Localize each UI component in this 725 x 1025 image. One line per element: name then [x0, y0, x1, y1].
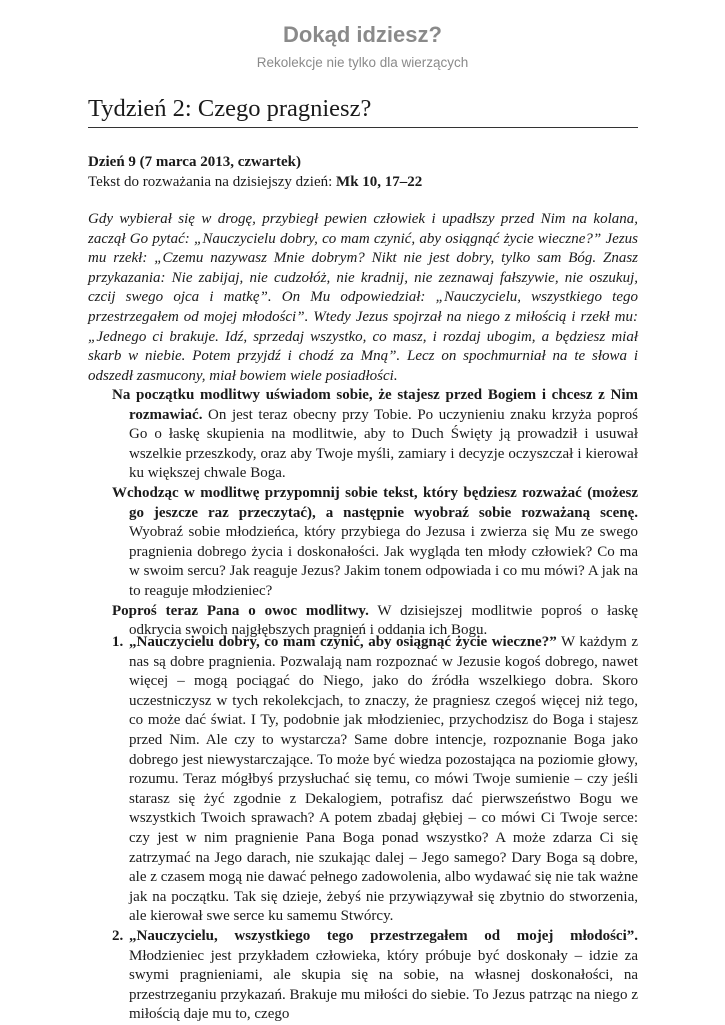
day-heading: Dzień 9 (7 marca 2013, czwartek) — [88, 154, 301, 170]
scripture-passage: Gdy wybierał się w drogę, przybiegł pewien człowiek i upadłszy przed Nim na kolana, zaczął Go pytać: „Nauczycielu dobry, co mam czynić, aby osiągnąć życie wieczne?” Jezus mu rzekł: „Czemu nazywasz Mnie dobrym? Nikt nie jest dobry, tylko sam Bóg. Znasz przykazania: Nie zabijaj, nie cudzołóż, nie kradnij, nie zeznawaj fałszywie, nie oszukuj, czcij swego ojca i matkę”. On Mu odpowiedział: „Nauczycielu, wszystkiego tego przestrzegałem od mojej młodości”. Wtedy Jezus spojrzał na niego z miłością i rzekł mu: „Jednego ci brakuje. Idź, sprzedaj wszystko, co masz, i rozdaj ubogim, a będziesz miał skarb w niebie. Potem przyjdź i chodź za Mną”. Lecz on spochmurniał na te słowa i odszedł zasmucony, miał bowiem wiele posiadłości. — [88, 211, 638, 384]
intro-lead: Poproś teraz Pana o owoc modlitwy. — [112, 602, 369, 619]
point-lead: „Nauczycielu dobry, co mam czynić, aby osiągnąć życie wieczne?” — [129, 634, 557, 650]
day-text-reference: Mk 10, 17–22 — [336, 173, 423, 190]
intro-body: Wyobraź sobie młodzieńca, który przybiega do Jezusa i zwierza się Mu ze swego pragnienia dobrego życia i doskonałości. Jak wygląda ten młody człowiek? Co ma w swoim sercu? Jak reaguje Jezus? Jakim tonem odpowiada i co mu mówi? A jak na to reaguje młodzieniec? — [129, 524, 638, 599]
retreat-subtitle: Rekolekcje nie tylko dla wierzących — [256, 55, 469, 70]
list-item — [112, 633, 638, 927]
week-title: Tydzień 2: Czego pragniesz? — [88, 95, 638, 128]
retreat-title: Dokąd idziesz? — [283, 22, 442, 47]
point-body: W każdym z nas są dobre pragnienia. Pozwalają nam rozpoznać w Jezusie kogoś dobrego, nawet więcej – mogą pociągać do Niego, jako do źródła wszelkiego dobra. Skoro uczestniczysz w tych rekolekcjach, to znaczy, że pragniesz czegoś więcej niż tego, co może dać świat. I Ty, podobnie jak młodzieniec, przychodzisz do Boga i stajesz przed Nim. Ale czy to wystarcza? Same dobre intencje, rozpoznanie Boga jako dobrego jest niewystarczające. To może być wiedza pozostająca na poziomie głowy, rozumu. Teraz mógłbyś przysłuchać się temu, co mówi Twoje sumienie – czy jeśli starasz się żyć zgodnie z Dekalogiem, potrafisz dać pierwszeństwo Bogu we wszystkich Twoich sprawach? A potem zbadaj głębiej – co mówi Ci Twoje serce: czy jest w nim pragnienie Pana Boga ponad wszystko? A może zdarza Ci się zatrzymać na Jego darach, nie szukając dalej – Jego samego? Dary Boga są dobre, ale z czasem mogą nie dawać pełnego zadowolenia, albo wydawać się nie tak ważne jak na początku. Tak się dzieje, żebyś nie przywiązywał się zbytnio do stworzenia, ale kierował swe serce ku samemu Stwórcy. — [129, 634, 638, 925]
day-text-prefix: Tekst do rozważania na dzisiejszy dzień: — [88, 173, 337, 190]
intro-paragraph — [112, 484, 638, 602]
intro-lead: Wchodząc w modlitwę przypomnij sobie tekst, który będziesz rozważać (możesz go jeszcze raz przeczytać), a następnie wyobraź sobie rozważaną scenę. — [112, 484, 638, 521]
intro-paragraph — [112, 386, 638, 484]
intro-lead: Na początku modlitwy uświadom sobie, że stajesz przed Bogiem i chcesz z Nim rozmawiać. — [112, 387, 638, 423]
intro-body: On jest teraz obecny przy Tobie. Po uczynieniu znaku krzyża poproś Go o łaskę skupienia na modlitwie, aby to Duch Święty ją prowadził i usuwał wszelkie przeszkody, oraz aby Twoje myśli, zamiary i decyzje oczyszczał i kierował ku większej chwale Boga. — [129, 406, 638, 482]
meditation-points — [112, 633, 638, 1025]
prayer-introduction — [112, 386, 638, 641]
point-body: Młodzieniec jest przykładem człowieka, który próbuje być doskonały – idzie za swymi pragnieniami, ale skupia się na sobie, na własnej doskonałości, na przestrzeganiu przykazań. Brakuje mu miłości do siebie. To Jezus patrząc na niego z miłością daje mu to, czego — [129, 947, 638, 1023]
point-lead: „Nauczycielu, wszystkiego tego przestrzegałem od mojej młodości”. — [129, 927, 638, 944]
list-item — [112, 927, 638, 1025]
point-number: 2. — [112, 927, 124, 944]
point-number: 1. — [112, 634, 124, 650]
day-block — [88, 153, 638, 192]
intro-body: W dzisiejszej modlitwie poproś o łaskę odkrycia swoich najgłębszych pragnień i oddania ich Bogu. — [129, 602, 638, 639]
